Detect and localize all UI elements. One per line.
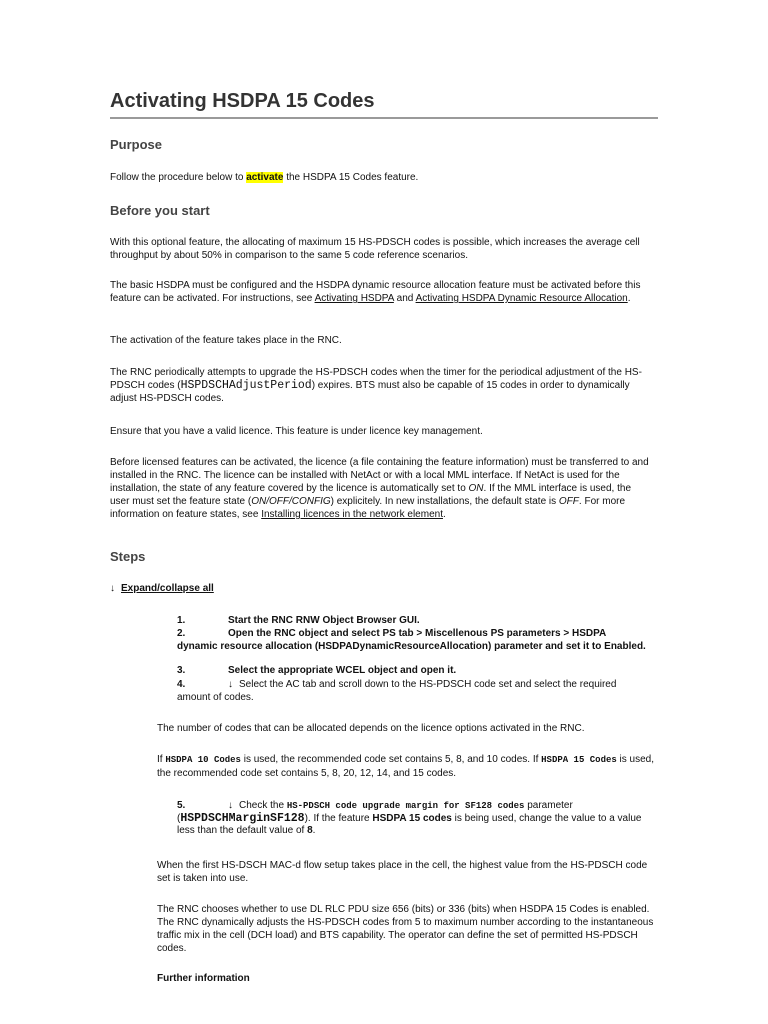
paragraph-licence: Ensure that you have a valid licence. This feature is under licence key management. xyxy=(110,426,483,437)
step-number: 4. xyxy=(177,679,186,690)
param-hspdsch-upgrade-margin: HS-PDSCH code upgrade margin for SF128 codes xyxy=(286,801,525,811)
code-set-if: If xyxy=(157,754,166,765)
licensed-text: Before licensed features can be activated, the licence (a file containing the feature information) must be transferred to and installed in the RNC. The licence can be installed with NetAct or with a local MML interface. If NetAct is used for the installation, the state of any feature covered by the licence is automatically set to xyxy=(110,457,649,494)
page-title: Activating HSDPA 15 Codes xyxy=(110,90,375,112)
code-hsdpa-10-codes: HSDPA 10 Codes xyxy=(165,755,241,765)
step-number: 1. xyxy=(177,615,186,626)
step-text: Select the appropriate WCEL object and open it. xyxy=(228,665,457,676)
purpose-text-end: the HSDPA 15 Codes feature. xyxy=(283,172,419,183)
step-number: 2. xyxy=(177,628,186,639)
state-off: OFF xyxy=(558,496,579,507)
step-text: Start the RNC RNW Object Browser GUI. xyxy=(228,615,420,626)
highlighted-word: activate xyxy=(246,172,284,183)
note-code-sets xyxy=(157,753,657,780)
code-hsdpa-15-codes: HSDPA 15 Codes xyxy=(541,755,617,765)
purpose-text-start: Follow the procedure below to xyxy=(110,172,247,183)
expand-collapse-all[interactable] xyxy=(110,583,214,594)
step-2 xyxy=(177,628,647,653)
feature-states: ON/OFF/CONFIG xyxy=(251,496,331,507)
param-hspdsch-margin-sf128: HSPDSCHMarginSF128 xyxy=(180,811,305,825)
param-hspdsch-adjust-period: HSPDSCHAdjustPeriod xyxy=(180,379,312,392)
state-on: ON xyxy=(468,483,484,494)
feature-hsdpa-15-codes: HSDPA 15 codes xyxy=(372,812,452,824)
further-information-heading: Further information xyxy=(157,973,250,984)
step-text: Open the RNC object and select PS tab > Miscellenous PS parameters > HSDPA dynamic resource allocation (HSDPADynamicResourceAllocation) parameter and set it to Enabled. xyxy=(177,628,646,652)
step-1 xyxy=(177,615,647,628)
paragraph-feature-description: With this optional feature, the allocating of maximum 15 HS-PDSCH codes is possible, which increases the average cell throughput by about 50% in comparison to the same 5 code reference scenarios. xyxy=(110,237,640,261)
code-set-end: is used, the recommended code set contains 5, 8, 20, 12, 14, and 15 codes. xyxy=(157,754,655,779)
note-rlc-pdu: The RNC chooses whether to use DL RLC PDU size 656 (bits) or 336 (bits) when HSDPA 15 Codes is enabled. The RNC dynamically adjusts the HS-PDSCH codes from 5 to maximum number according to the instantaneous traffic mix in the cell (DCH load) and BTS capability. The operator can define the set of permitted HS-PDSCH codes. xyxy=(157,904,654,954)
step-text-mid3: is being used, change the value to a value less than the default value of xyxy=(177,812,642,836)
down-arrow-icon[interactable]: ↓ xyxy=(228,800,233,811)
licensed-text-end: . xyxy=(442,509,446,520)
before-you-start-heading: Before you start xyxy=(110,203,210,218)
paragraph-activation-location: The activation of the feature takes place in the RNC. xyxy=(110,335,342,346)
link-activating-hsdpa[interactable]: Activating HSDPA xyxy=(314,293,394,304)
prereq-and: and xyxy=(393,293,416,304)
down-arrow-icon[interactable]: ↓ xyxy=(228,679,233,690)
step-3 xyxy=(177,665,647,678)
upgrade-text-end: ) expires. BTS must also be capable of 15 codes in order to dynamically adjust HS-PDSCH codes. xyxy=(110,380,630,404)
code-set-mid: is used, the recommended code set contains 5, 8, and 10 codes. If xyxy=(240,754,542,765)
step-number: 5. xyxy=(177,800,186,811)
step-5 xyxy=(177,800,647,838)
paragraph-licensed-features xyxy=(110,456,650,521)
prereq-end: . xyxy=(627,293,631,304)
upgrade-text: The RNC periodically attempts to upgrade the HS-PDSCH codes when the timer for the periodical adjustment of the HS-PDSCH codes ( xyxy=(110,367,642,391)
down-arrow-icon: ↓ xyxy=(110,583,115,594)
step-4 xyxy=(177,679,647,704)
note-mac-d-flow: When the first HS-DSCH MAC-d flow setup takes place in the cell, the highest value from the HS-PDSCH code set is taken into use. xyxy=(157,860,648,884)
steps-heading: Steps xyxy=(110,549,146,564)
purpose-text xyxy=(110,171,650,184)
step-text: Check the xyxy=(239,800,287,811)
licensed-text-mid3: . For more information on feature states, see xyxy=(110,496,626,520)
link-activating-hsdpa-dynamic-resource-allocation[interactable]: Activating HSDPA Dynamic Resource Allocation xyxy=(415,293,628,304)
step-text-end: . xyxy=(312,825,316,836)
paragraph-prerequisites xyxy=(110,279,650,305)
note-codes-licence: The number of codes that can be allocated depends on the licence options activated in the RNC. xyxy=(157,723,585,734)
step-text-mid: parameter ( xyxy=(177,800,573,824)
step-text-mid2: ). If the feature xyxy=(304,812,373,824)
title-divider xyxy=(110,117,658,119)
paragraph-periodic-upgrade xyxy=(110,366,650,405)
licensed-text-mid: . If the MML interface is used, the user must set the feature state ( xyxy=(110,483,632,507)
link-installing-licences[interactable]: Installing licences in the network element xyxy=(261,509,443,520)
prereq-text: The basic HSDPA must be configured and the HSDPA dynamic resource allocation feature must be activated before this feature can be activated. For instructions, see xyxy=(110,280,641,304)
licensed-text-mid2: ) explicitely. In new installations, the default state is xyxy=(330,496,559,507)
step-number: 3. xyxy=(177,665,186,676)
step-text: Select the AC tab and scroll down to the HS-PDSCH code set and select the required amount of codes. xyxy=(177,679,617,703)
purpose-heading: Purpose xyxy=(110,137,163,152)
default-value: 8 xyxy=(307,825,313,836)
expand-collapse-link[interactable]: Expand/collapse all xyxy=(121,583,214,594)
